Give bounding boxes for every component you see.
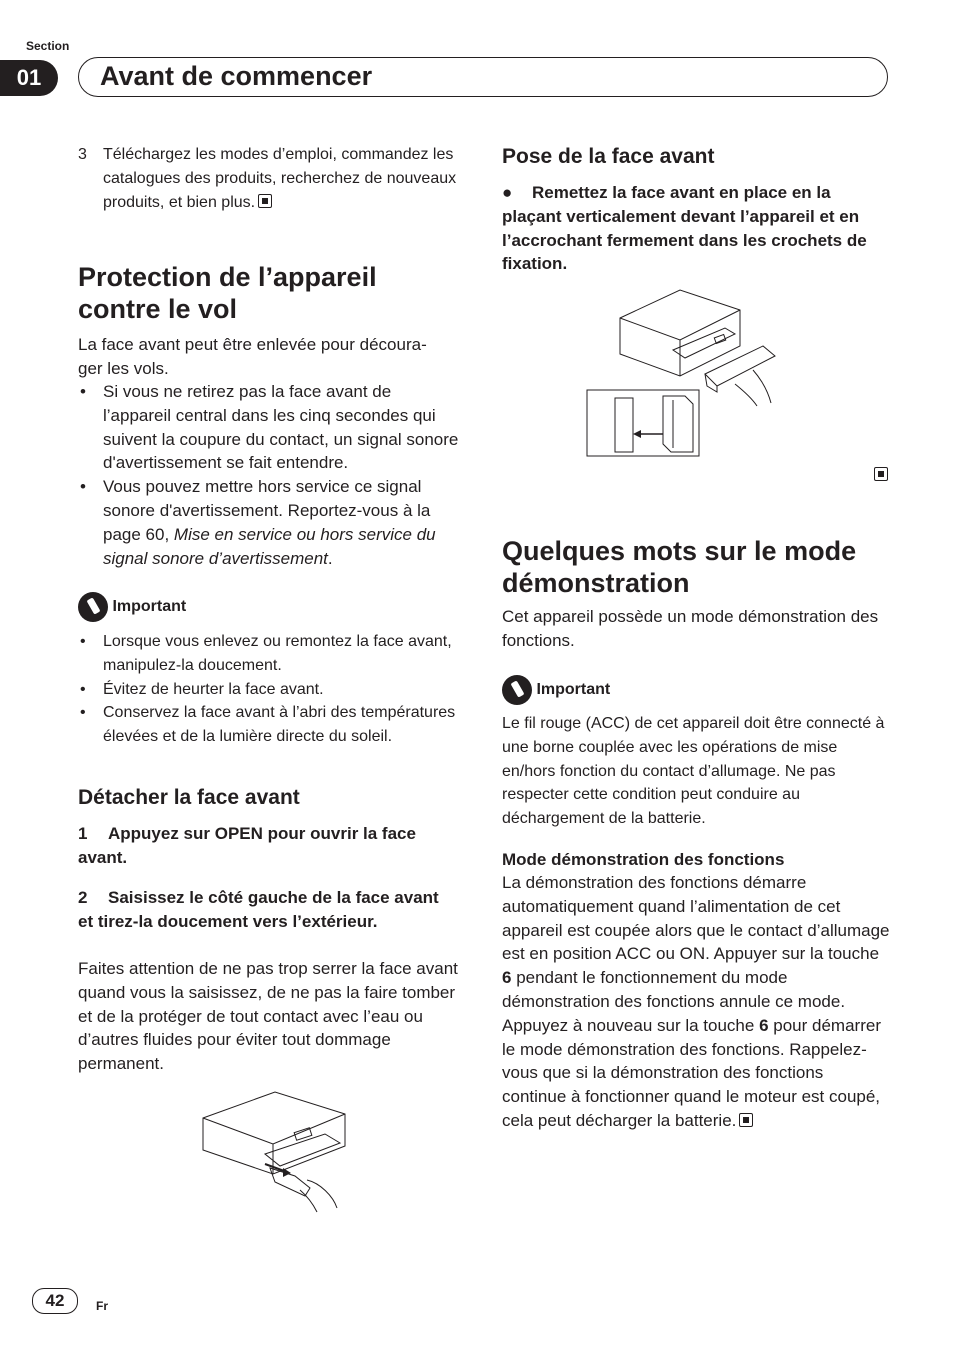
protection-heading bbox=[78, 261, 377, 325]
detacher-heading: Détacher la face avant bbox=[78, 786, 300, 809]
page-number: 42 bbox=[32, 1288, 78, 1314]
important-icon bbox=[502, 675, 532, 705]
demo-key-6: 6 bbox=[502, 968, 512, 988]
demo-subheading: Mode démonstration des fonctions bbox=[502, 850, 785, 869]
pose-heading: Pose de la face avant bbox=[502, 145, 715, 168]
important-label: Important bbox=[536, 681, 611, 699]
pose-instruction bbox=[502, 181, 886, 276]
detacher-step-2-number: 2 bbox=[78, 888, 88, 907]
pose-instruction-text: Remettez la face avant en place en la plaçant verticalement devant l’appareil et en l’accrochant fermement dans les crochets de fixation. bbox=[502, 183, 867, 274]
bullet-dot-icon: ● bbox=[502, 183, 513, 202]
demo-heading bbox=[502, 535, 856, 599]
protection-heading-line2: contre le vol bbox=[78, 294, 238, 324]
protection-bullet-2 bbox=[78, 475, 460, 570]
protection-bullet-1 bbox=[78, 380, 460, 475]
detacher-step-2 bbox=[78, 886, 448, 934]
language-code: Fr bbox=[96, 1299, 108, 1313]
section-label: Section bbox=[26, 39, 70, 53]
pose-end-mark bbox=[871, 467, 888, 485]
section-number-badge: 01 bbox=[0, 60, 58, 96]
protection-heading-line1: Protection de l’appareil bbox=[78, 262, 377, 292]
demo-intro: Cet appareil possède un mode démonstration des fonctions. bbox=[502, 607, 879, 650]
important-callout-left bbox=[78, 592, 186, 622]
step-3-text: Téléchargez les modes d’emploi, commandez les catalogues des produits, recherchez de nouveaux produits, et bien plus. bbox=[103, 146, 457, 211]
protection-bullet-1-text: Si vous ne retirez pas la face avant de l’appareil central dans les cinq secondes qui suivent la coupure du contact, un signal sonore d'avertissement se fait entendre. bbox=[103, 382, 459, 473]
detacher-step-1-number: 1 bbox=[78, 824, 88, 843]
protection-bullet-2-text: Vous pouvez mettre hors service ce signal sonore d'avertissement. Reportez-vous à la page 60, bbox=[103, 477, 431, 544]
important-callout-right bbox=[502, 675, 610, 705]
demo-body-part1: La démonstration des fonctions démarre automatiquement quand l’alimentation de cet appareil est coupée alors que le contact d’allumage est en position ACC ou ON. Appuyer sur la touche bbox=[502, 873, 890, 964]
detacher-step-2-text: Saisissez le côté gauche de la face avant et tirez-la doucement vers l’extérieur. bbox=[78, 888, 439, 931]
important-item-3: • Conservez la face avant à l’abri des températures élevées et de la lumière directe du soleil. bbox=[78, 701, 468, 749]
demo-heading-line2: démonstration bbox=[502, 568, 690, 598]
end-mark-icon bbox=[739, 1113, 753, 1127]
protection-intro-line1: La face avant peut être enlevée pour découra- bbox=[78, 335, 427, 354]
protection-intro-line2: ger les vols. bbox=[78, 358, 169, 378]
important-icon bbox=[78, 592, 108, 622]
protection-bullet-2-reference: Mise en service ou hors service du signal sonore d’avertissement bbox=[103, 524, 436, 568]
demo-body bbox=[502, 871, 892, 1133]
demo-key-6-second: 6 bbox=[759, 1015, 769, 1035]
demo-heading-line1: Quelques mots sur le mode bbox=[502, 536, 857, 566]
detacher-step-1 bbox=[78, 822, 460, 870]
demo-body-part3: pour démarrer le mode démonstration des fonctions. Rappelez-vous que si la démonstration des fonctions continue à fonctionner quand le moteur est coupé, cela peut décharger la batterie. bbox=[502, 1015, 881, 1130]
important-item-1: • Lorsque vous enlevez ou remontez la face avant, manipulez-la doucement. bbox=[78, 630, 468, 678]
end-mark-icon bbox=[258, 194, 272, 208]
important-item-2: • Évitez de heurter la face avant. bbox=[78, 678, 468, 702]
important-list-left bbox=[78, 630, 468, 749]
attach-front-panel-illustration bbox=[585, 288, 780, 460]
protection-bullet-2-end: . bbox=[327, 548, 333, 568]
protection-bullets bbox=[78, 380, 460, 570]
end-mark-icon bbox=[874, 467, 888, 481]
important-label: Important bbox=[112, 598, 187, 616]
detach-front-panel-illustration bbox=[195, 1088, 355, 1213]
demo-body-part2: pendant le fonctionnement du mode démonstration des fonctions annule ce mode. Appuyez à nouveau sur la touche bbox=[502, 968, 846, 1035]
step-3 bbox=[78, 143, 468, 214]
protection-intro bbox=[78, 333, 468, 381]
chapter-title: Avant de commencer bbox=[100, 61, 373, 91]
detacher-step-1-text: Appuyez sur OPEN pour ouvrir la face avant. bbox=[78, 824, 416, 867]
demo-important-text: Le fil rouge (ACC) de cet appareil doit être connecté à une borne couplée avec les opérations de mise en/hors fonction du contact d’allumage. Ne pas respecter cette condition peut conduire au déchargement de la batterie. bbox=[502, 715, 885, 828]
detacher-body: Faites attention de ne pas trop serrer la face avant quand vous la saisissez, de ne pas la faire tomber et de la protéger de tout contact avec l’eau ou d’autres fluides pour éviter tout dommage permanent. bbox=[78, 959, 458, 1074]
step-3-number: 3 bbox=[78, 146, 87, 163]
